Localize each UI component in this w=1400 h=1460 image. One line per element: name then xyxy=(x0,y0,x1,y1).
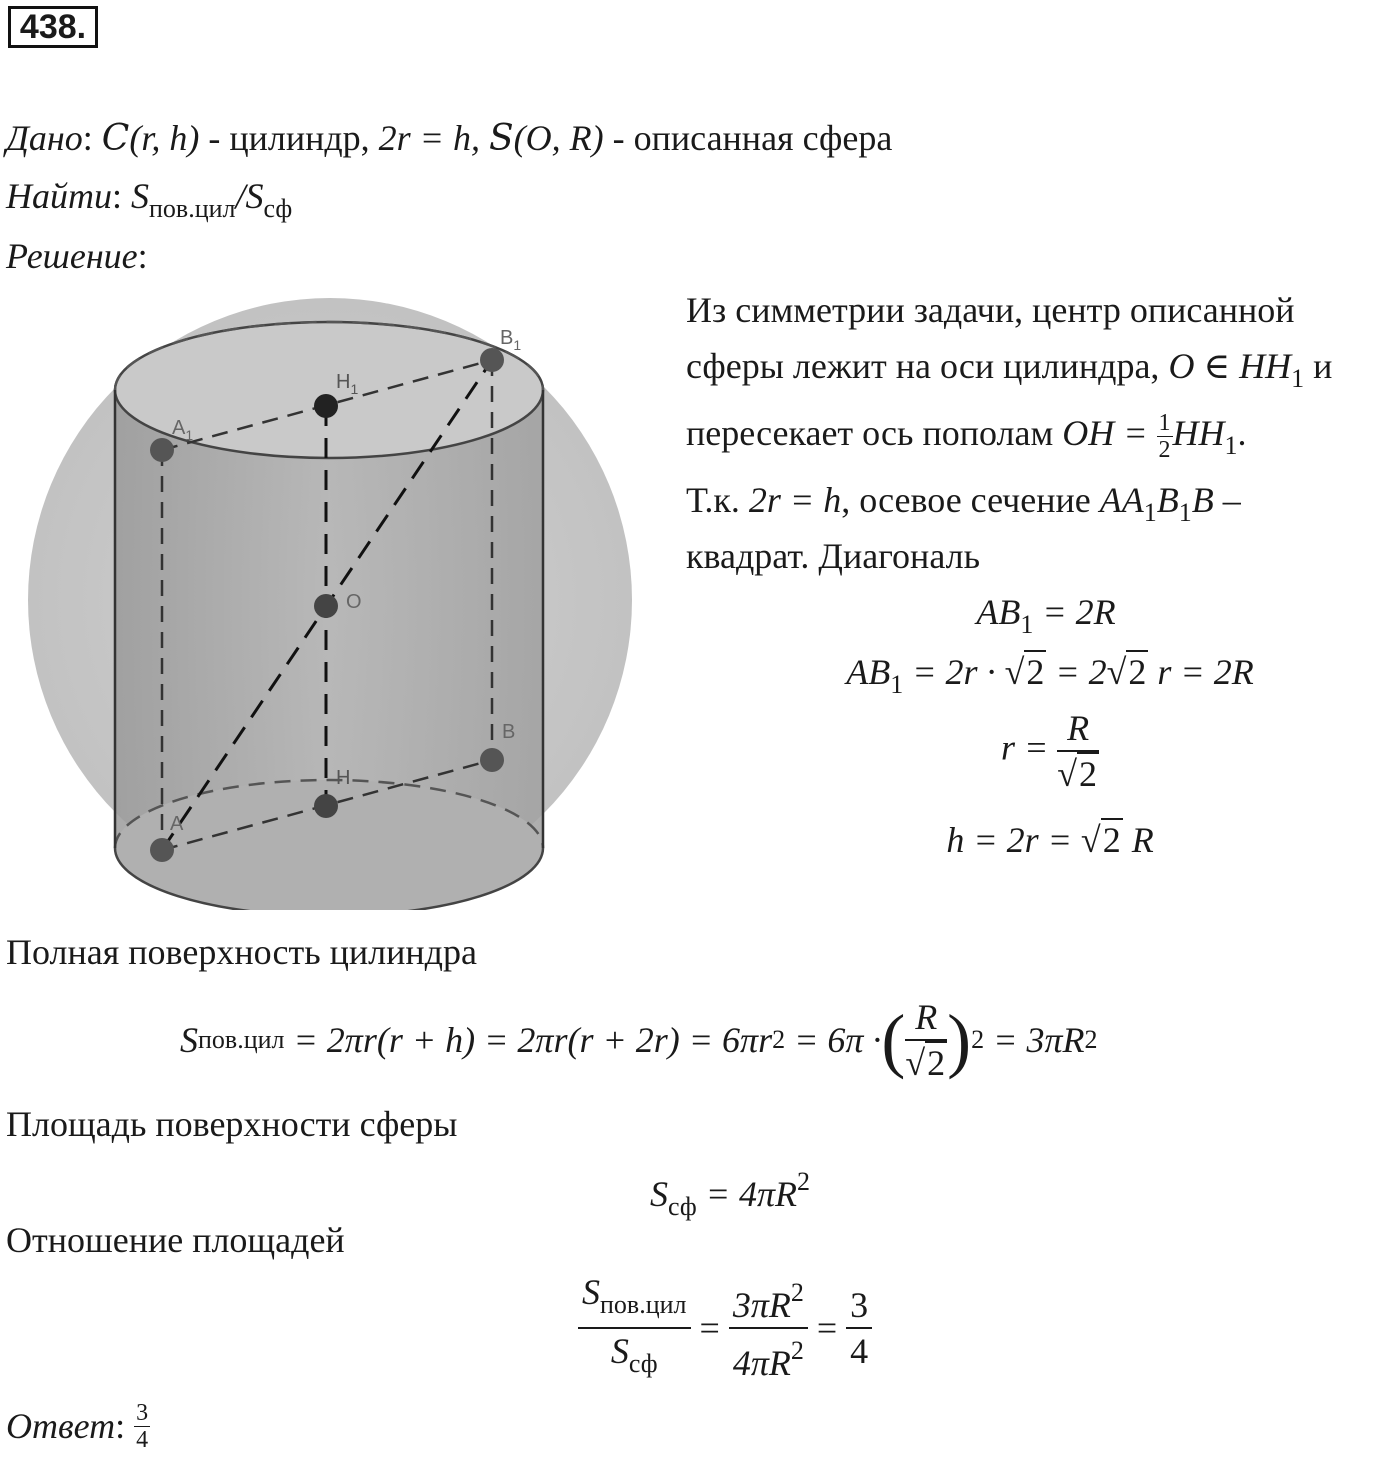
equation-1: $AB_1 = 2R$ xyxy=(976,592,1116,639)
sphere-symbol: S xyxy=(488,118,514,159)
find-sub-2: сф xyxy=(263,194,293,223)
ratio-frac-2: $\frac{3\pi R^2}{4\pi R^2}$ xyxy=(729,1271,808,1385)
find-slash: /S xyxy=(235,176,264,216)
sphere-args: (O, R) xyxy=(513,118,604,158)
r4-text: Т.к. xyxy=(686,480,740,520)
label-a1: $A_1$ xyxy=(172,417,194,443)
cylinder-in-sphere-figure xyxy=(20,290,640,910)
r3-half: $\frac{1}{2}$ xyxy=(1158,410,1171,463)
full-surface-formula: S пов.цил = 2πr(r + h) = 2πr(r + 2r) = 6πr 2 = 6π · ( $\frac{R}{√2}$ ) 2 = 3πR 2 xyxy=(180,997,1098,1083)
eq3-fraction: $\frac{R}{√2}$ xyxy=(1057,708,1098,794)
given-condition: 2r = h, xyxy=(378,118,480,158)
r2-sub: 1 xyxy=(1291,364,1305,393)
r3-text: пересекает ось пополам xyxy=(686,412,1054,453)
label-a: A xyxy=(170,813,184,835)
r4-b: B xyxy=(1156,480,1179,520)
point-h xyxy=(314,794,338,818)
find-sub-1: пов.цил xyxy=(149,194,236,223)
sphere-surface-heading: Площадь поверхности сферы xyxy=(6,1104,458,1144)
reasoning-line-2 xyxy=(686,344,1332,401)
r4-aa: AA xyxy=(1099,480,1144,520)
ratio-heading: Отношение площадей xyxy=(6,1220,345,1260)
cylinder-args: (r, h) xyxy=(129,118,200,158)
full-surface-heading: Полная поверхность цилиндра xyxy=(6,932,477,972)
problem-number: 438. xyxy=(8,6,98,48)
r3-dot: . xyxy=(1237,412,1247,453)
ratio-frac-1: $\frac{S_{пов.цил}}{S_{сф}}$ xyxy=(578,1270,691,1386)
fs-fraction: $\frac{R}{√2}$ xyxy=(905,997,946,1083)
answer-line: Ответ : $\frac{3}{4}$ xyxy=(6,1399,149,1453)
find-label: Найти xyxy=(6,176,112,216)
label-h1: $H_1$ xyxy=(336,371,359,397)
r2-and: и xyxy=(1313,346,1333,386)
ratio-frac-3: $\frac{3}{4}$ xyxy=(846,1283,872,1373)
label-h: H xyxy=(336,767,351,789)
given-text-1: - цилиндр, xyxy=(208,118,370,158)
find-s: S xyxy=(131,176,150,216)
label-b: B xyxy=(502,721,516,743)
r4-b-2: B xyxy=(1191,480,1214,520)
given-text-2: - описанная сфера xyxy=(612,118,893,158)
r4-dash: – xyxy=(1222,480,1241,520)
r4-math: 2r = h xyxy=(748,480,842,520)
r3-math: OH = xyxy=(1062,412,1148,453)
r4-sub-2: 1 xyxy=(1178,498,1192,527)
sphere-surface-formula: $S_{сф} = 4\pi R^2$ xyxy=(650,1167,811,1221)
ratio-formula: $\frac{S_{пов.цил}}{S_{сф}}$ = $\frac{3\pi R^2}{4\pi R^2}$ = $\frac{3}{4}$ xyxy=(578,1276,872,1380)
point-o xyxy=(314,594,338,618)
r4-sub-1: 1 xyxy=(1143,498,1157,527)
equation-4: h = 2r = √2 R xyxy=(946,820,1154,860)
point-h1 xyxy=(314,394,338,418)
point-b1 xyxy=(480,348,504,372)
answer-label: Ответ xyxy=(6,1406,116,1446)
point-b xyxy=(480,748,504,772)
solution-label: Решение xyxy=(6,236,138,276)
reasoning-line-3 xyxy=(686,410,1247,468)
given-line: Дано: C(r, h) - цилиндр, 2r = h, S(O, R) - описанная сфера xyxy=(6,118,893,159)
cylinder-symbol: C xyxy=(101,118,130,159)
find-line: Найти: $S_{пов.цил}/S_{сф}$ xyxy=(6,176,293,223)
r2-text: сферы лежит на оси цилиндра, xyxy=(686,346,1160,386)
r2-math: O ∈ HH xyxy=(1168,346,1292,386)
reasoning-line-1: Из симметрии задачи, центр описанной xyxy=(686,290,1295,330)
label-b1: $B_1$ xyxy=(500,327,522,353)
reasoning-line-4 xyxy=(686,478,1241,535)
solution-line: Решение: xyxy=(6,236,148,276)
label-o: O xyxy=(346,591,362,613)
equation-3: r = $\frac{R}{√2}$ xyxy=(1000,708,1098,794)
equation-2: $AB_1 = 2r \cdot √2 = 2√2$ r = 2R xyxy=(846,652,1254,699)
point-a1 xyxy=(150,438,174,462)
given-label: Дано xyxy=(6,118,83,158)
r4-text-2: , осевое сечение xyxy=(841,480,1091,520)
answer-fraction: $\frac{3}{4}$ xyxy=(136,1399,149,1453)
r3-math-2: HH xyxy=(1172,412,1225,453)
r3-sub: 1 xyxy=(1224,430,1238,460)
point-a xyxy=(150,838,174,862)
reasoning-line-5: квадрат. Диагональ xyxy=(686,536,980,576)
